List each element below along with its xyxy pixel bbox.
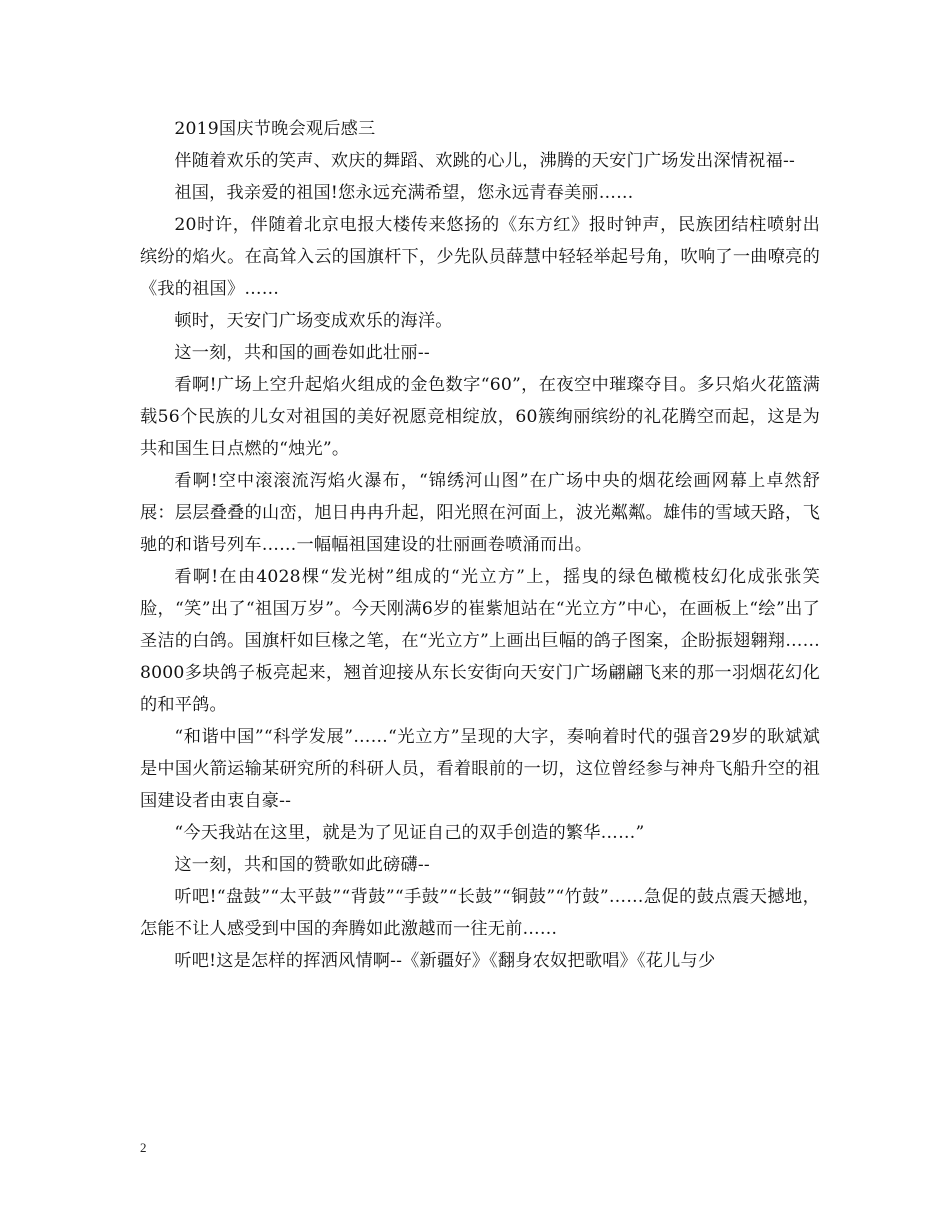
paragraph: 看啊!在由4028棵“发光树”组成的“光立方”上，摇曳的绿色橄榄枝幻化成张张笑脸，“笑”出了“祖国万岁”。今天刚满6岁的崔紫旭站在“光立方”中心，在画板上“绘”出了圣洁的白鸽。国旗杆如巨椽之笔，在“光立方”上画出巨幅的鸽子图案，企盼振翅翱翔……8000多块鸽子板亮起来，翘首迎接从东长安街向天安门广场翩翩飞来的那一羽烟花幻化的和平鸽。 bbox=[140, 567, 820, 715]
paragraph: 顿时，天安门广场变成欢乐的海洋。 bbox=[174, 311, 453, 331]
paragraph: 伴随着欢乐的笑声、欢庆的舞蹈、欢跳的心儿，沸腾的天安门广场发出深情祝福-- bbox=[174, 151, 795, 171]
paragraph: 这一刻，共和国的赞歌如此磅礴-- bbox=[174, 855, 430, 875]
paragraph: 20时许，伴随着北京电报大楼传来悠扬的《东方红》报时钟声，民族团结柱喷射出缤纷的焰火。在高耸入云的国旗杆下，少先队员薛慧中轻轻举起号角，吹响了一曲嘹亮的《我的祖国》…… bbox=[140, 215, 820, 299]
paragraph: 看啊!广场上空升起焰火组成的金色数字“60”，在夜空中璀璨夺目。多只焰火花篮满载56个民族的儿女对祖国的美好祝愿竞相绽放，60簇绚丽缤纷的礼花腾空而起，这是为共和国生日点燃的“烛光”。 bbox=[140, 375, 820, 459]
paragraph: 看啊!空中滚滚流泻焰火瀑布，“锦绣河山图”在广场中央的烟花绘画网幕上卓然舒展：层层叠叠的山峦，旭日冉冉升起，阳光照在河面上，波光粼粼。雄伟的雪域天路，飞驰的和谐号列车……一幅幅祖国建设的壮丽画卷喷涌而出。 bbox=[140, 471, 820, 555]
paragraph: 这一刻，共和国的画卷如此壮丽-- bbox=[174, 343, 430, 363]
page-number: 2 bbox=[140, 1140, 147, 1155]
paragraph: 祖国，我亲爱的祖国!您永远充满希望，您永远青春美丽…… bbox=[174, 183, 634, 203]
paragraph: “今天我站在这里，就是为了见证自己的双手创造的繁华……” bbox=[174, 823, 645, 843]
paragraph: “和谐中国”“科学发展”……“光立方”呈现的大字，奏响着时代的强音29岁的耿斌斌是中国火箭运输某研究所的科研人员，看着眼前的一切，这位曾经参与神舟飞船升空的祖国建设者由衷自豪-- bbox=[140, 727, 820, 811]
document-title: 2019国庆节晚会观后感三 bbox=[174, 119, 376, 139]
paragraph: 听吧!这是怎样的挥洒风情啊--《新疆好》《翻身农奴把歌唱》《花儿与少 bbox=[174, 951, 716, 971]
document-body bbox=[140, 113, 820, 977]
paragraph: 听吧!“盘鼓”“太平鼓”“背鼓”“手鼓”“长鼓”“铜鼓”“竹鼓”……急促的鼓点震天撼地，怎能不让人感受到中国的奔腾如此激越而一往无前…… bbox=[140, 887, 820, 939]
